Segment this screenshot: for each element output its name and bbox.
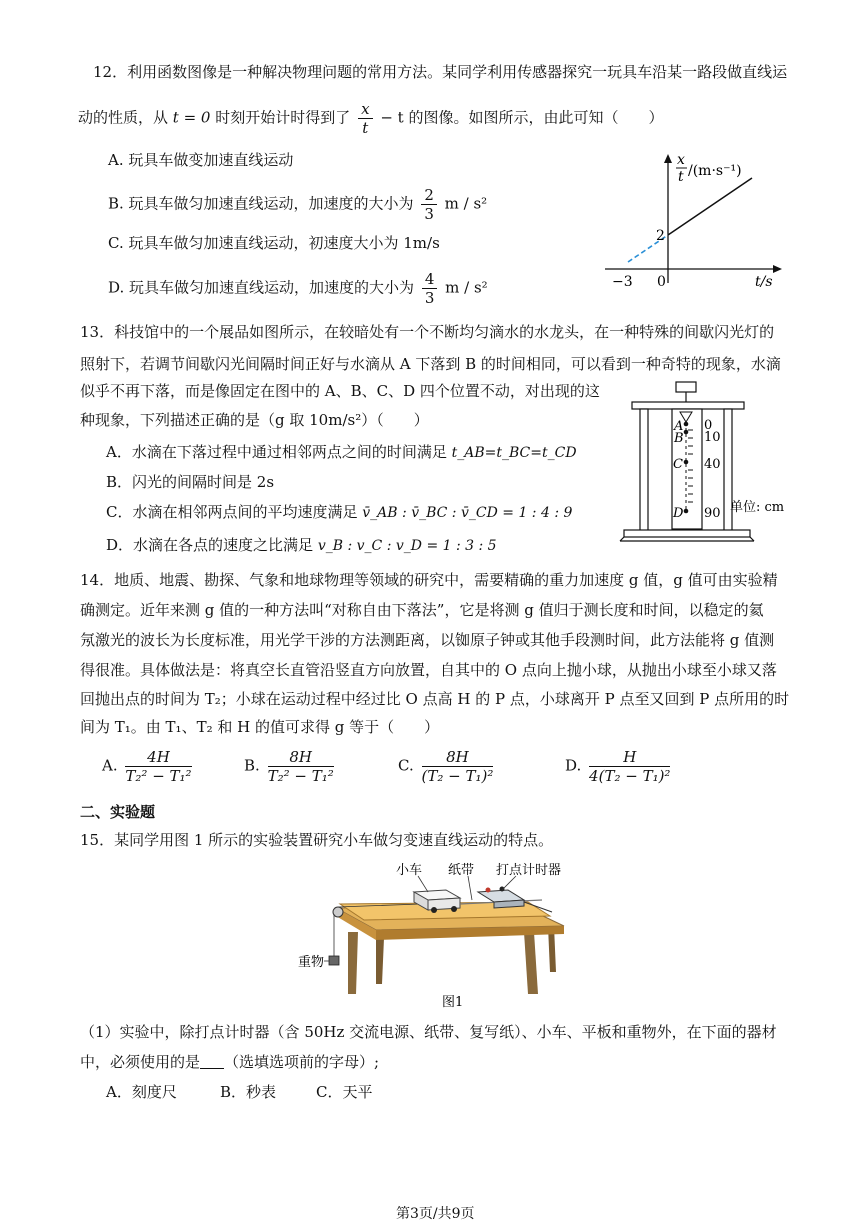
q12-option-d-fraction: $\frac{4}{3}$ bbox=[422, 270, 438, 307]
q15-figure-caption: 图1 bbox=[442, 995, 464, 1010]
q15-sub1-line2: 中，必须使用的是 （选填选项前的字母）; bbox=[80, 1053, 380, 1071]
q15-option-b: B．秒表 bbox=[220, 1083, 277, 1101]
page-number: 第3页/共9页 bbox=[396, 1206, 475, 1222]
pulley-icon bbox=[333, 907, 343, 917]
q14-option-b: B. $\frac{8H}{\text{T₂² − T₁²}}$ bbox=[244, 748, 334, 785]
q13-line3: 似乎不再下落，而是像固定在图中的 A、B、C、D 四个位置不动，对出现的这 bbox=[80, 382, 600, 400]
q12-line2-text-a: 动的性质，从 bbox=[78, 108, 169, 127]
q15-line1: 15．某同学用图 1 所示的实验装置研究小车做匀变速直线运动的特点。 bbox=[80, 831, 554, 849]
q15-label-tape: 纸带 bbox=[448, 863, 475, 878]
q12-graph-ylabel-unit: /(m·s⁻¹) bbox=[688, 163, 742, 179]
q13-label-b: B bbox=[674, 431, 684, 446]
q13-line2: 照射下，若调节间歇闪光间隔时间正好与水滴从 A 下落到 B 的时间相同，可以看到一种奇特的现象，水滴 bbox=[80, 355, 781, 373]
q13-unit: 单位: cm bbox=[730, 500, 785, 515]
q14-option-b-fraction: $\frac{8H}{\text{T₂² − T₁²}}$ bbox=[267, 748, 334, 785]
q12-graph-tick-2: 2 bbox=[656, 228, 665, 244]
q12-t0: t = 0 bbox=[172, 108, 211, 127]
q13-label-c: C bbox=[673, 457, 683, 472]
q13-option-d: D．水滴在各点的速度之比满足 v_B : v_C : v_D = 1 : 3 : 5 bbox=[106, 536, 497, 554]
q13-label-a: A bbox=[674, 419, 684, 434]
q15-label-weight: 重物 bbox=[298, 955, 325, 970]
q13-mark-10: 10 bbox=[704, 430, 721, 445]
q12-line2-text-c: − t 的图像。如图所示，由此可知（ ） bbox=[380, 108, 664, 127]
q13-option-c: C．水滴在相邻两点间的平均速度满足 v̄_AB : v̄_BC : v̄_CD = 1 : 4 : 9 bbox=[106, 503, 573, 521]
q15-answer-blank[interactable] bbox=[200, 1054, 224, 1069]
q13-base bbox=[624, 530, 750, 537]
q13-figure-drip-apparatus bbox=[618, 380, 798, 548]
q13-line1: 13．科技馆中的一个展品如图所示，在较暗处有一个不断均匀滴水的水龙头，在一种特殊的间歇闪光灯的 bbox=[80, 323, 775, 341]
q14-line3: 氖激光的波长为长度标准，用光学干涉的方法测距离，以铷原子钟或其他手段测时间，此方法能将 g 值测 bbox=[80, 631, 775, 649]
q12-graph-line bbox=[668, 178, 752, 235]
drop-c bbox=[684, 460, 689, 465]
drop-d bbox=[684, 509, 689, 514]
q12-option-c: C. 玩具车做匀加速直线运动，初速度大小为 1m/s bbox=[108, 234, 440, 252]
section-title-experiments: 二、实验题 bbox=[80, 803, 156, 821]
q12-line1: 12．利用函数图像是一种解决物理问题的常用方法。某同学利用传感器探究一玩具车沿某一路段做直线运 bbox=[93, 63, 788, 81]
q13-mark-0: 0 bbox=[704, 418, 713, 433]
drop-b bbox=[684, 430, 689, 435]
q14-option-a: A. $\frac{4H}{\text{T₂² − T₁²}}$ bbox=[102, 748, 192, 785]
q15-sub1-line1: （1）实验中，除打点计时器（含 50Hz 交流电源、纸带、复写纸）、小车、平板和重物外，在下面的器材 bbox=[80, 1023, 777, 1041]
q13-option-a: A．水滴在下落过程中通过相邻两点之间的时间满足 t_AB=t_BC=t_CD bbox=[106, 443, 577, 461]
q13-line4: 种现象，下列描述正确的是（g 取 10m/s²）（ ） bbox=[80, 411, 429, 429]
q12-option-b-fraction: $\frac{2}{3}$ bbox=[421, 186, 437, 223]
q12-line2-text-b: 时刻开始计时得到了 bbox=[215, 108, 351, 127]
faucet-icon bbox=[676, 382, 696, 392]
q12-graph-tick-neg3: −3 bbox=[612, 274, 633, 290]
q12-option-a: A. 玩具车做变加速直线运动 bbox=[108, 151, 294, 169]
q13-option-b: B．闪光的间隔时间是 2s bbox=[106, 473, 275, 491]
q12-graph-xlabel: t/s bbox=[755, 274, 773, 290]
q12-graph-y-arrow bbox=[664, 154, 672, 163]
q14-line2: 确测定。近年来测 g 值的一种方法叫“对称自由下落法”，它是将测 g 值归于测长度和时间，以稳定的氦 bbox=[80, 601, 764, 619]
q13-top-bar bbox=[632, 402, 744, 409]
weight-icon bbox=[329, 956, 339, 965]
q15-figure-cart-apparatus bbox=[296, 860, 576, 1012]
q14-line6: 间为 T₁。由 T₁、T₂ 和 H 的值可求得 g 等于（ ） bbox=[80, 718, 440, 736]
q15-label-timer: 打点计时器 bbox=[496, 863, 562, 878]
q14-option-d-fraction: $\frac{H}{\text{4(T₂ − T₁)²}}$ bbox=[589, 748, 671, 785]
q12-graph-ylabel-num: x bbox=[677, 152, 685, 168]
q13-mark-40: 40 bbox=[704, 457, 721, 472]
q12-fraction-x-over-t: $\frac{x}{t}$ bbox=[358, 100, 372, 137]
q12-graph-ylabel-den: t bbox=[678, 169, 684, 185]
q14-option-c-fraction: $\frac{8H}{\text{(T₂ − T₁)²}}$ bbox=[421, 748, 494, 785]
q13-label-d: D bbox=[673, 506, 684, 521]
q15-option-c: C．天平 bbox=[316, 1083, 373, 1101]
q15-option-a: A．刻度尺 bbox=[106, 1083, 177, 1101]
table-leg-3 bbox=[524, 932, 538, 994]
table-leg-2 bbox=[376, 938, 384, 984]
table-leg-1 bbox=[348, 932, 358, 994]
q12-line2 bbox=[78, 100, 663, 137]
q12-graph bbox=[600, 148, 790, 294]
q12-graph-x-arrow bbox=[773, 265, 782, 273]
drop-a bbox=[684, 422, 689, 427]
q14-line5: 回抛出点的时间为 T₂；小球在运动过程中经过比 O 点高 H 的 P 点，小球离开 P 点至又回到 P 点所用的时 bbox=[80, 690, 790, 708]
q14-line4: 得很准。具体做法是：将真空长直管沿竖直方向放置，自其中的 O 点向上抛小球，从抛出小球至小球又落 bbox=[80, 661, 777, 679]
q14-option-a-fraction: $\frac{4H}{\text{T₂² − T₁²}}$ bbox=[125, 748, 192, 785]
q12-option-b: B. 玩具车做匀加速直线运动，加速度的大小为 $\frac{2}{3}$ m / s² bbox=[108, 186, 488, 223]
q14-option-d: D. $\frac{H}{\text{4(T₂ − T₁)²}}$ bbox=[565, 748, 671, 785]
q13-mark-90: 90 bbox=[704, 506, 721, 521]
q12-graph-origin: 0 bbox=[657, 274, 666, 290]
q14-option-c: C. $\frac{8H}{\text{(T₂ − T₁)²}}$ bbox=[398, 748, 494, 785]
q12-option-d: D. 玩具车做匀加速直线运动，加速度的大小为 $\frac{4}{3}$ m / s² bbox=[108, 270, 488, 307]
q14-line1: 14．地质、地震、勘探、气象和地球物理等领域的研究中，需要精确的重力加速度 g 值，g 值可由实验精 bbox=[80, 571, 778, 589]
q15-label-car: 小车 bbox=[396, 863, 423, 878]
q13-left-post bbox=[640, 409, 648, 533]
